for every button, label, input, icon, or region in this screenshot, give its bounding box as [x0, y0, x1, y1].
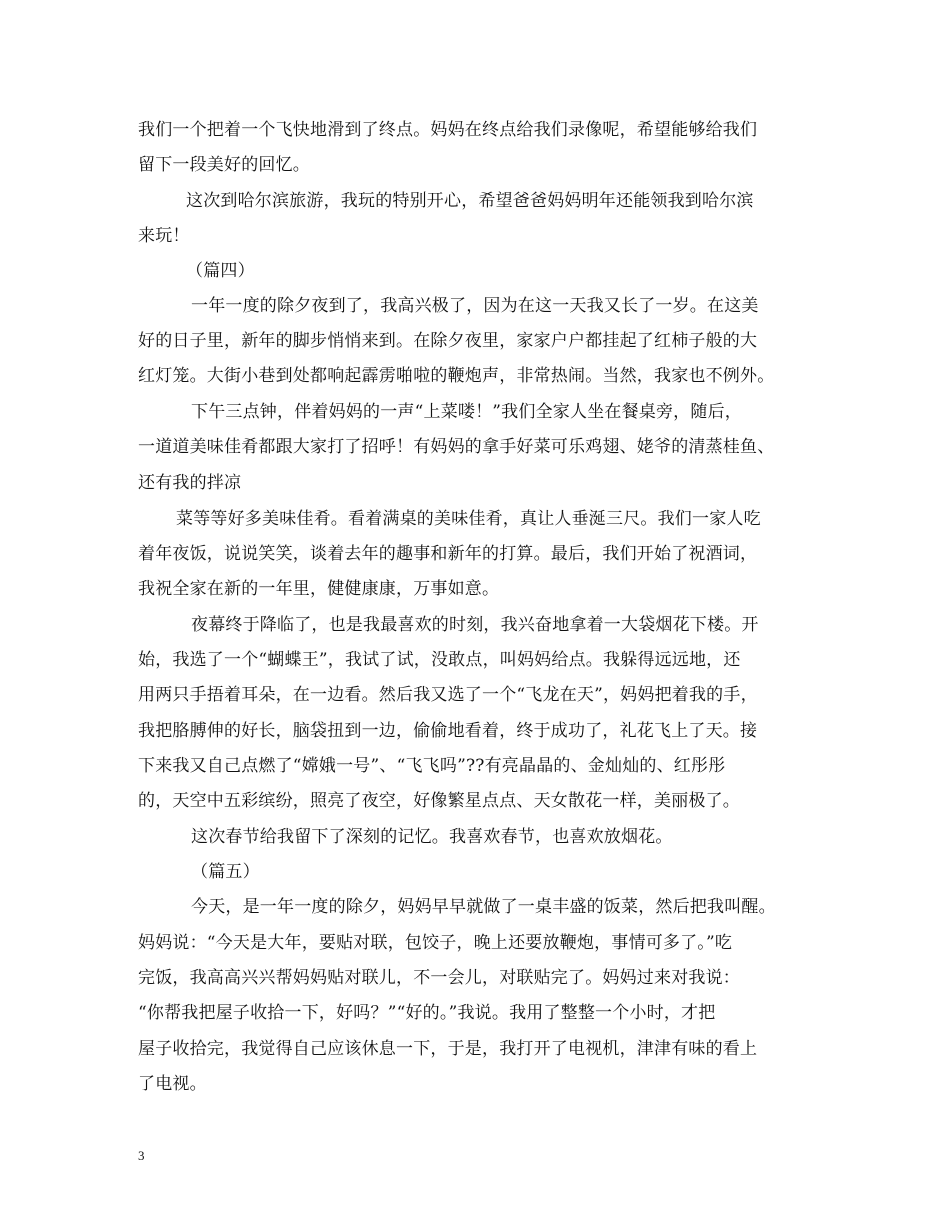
text-line: 留下一段美好的回忆。 [138, 155, 310, 175]
text-line: 妈妈说：“今天是大年，要贴对联，包饺子，晚上还要放鞭炮，事情可多了。”吃 [138, 933, 733, 953]
text-line: 好的日子里，新年的脚步悄悄来到。在除夕夜里，家家户户都挂起了红柿子般的大 [138, 331, 758, 351]
text-line: 完饭，我高高兴兴帮妈妈贴对联儿，不一会儿，对联贴完了。妈妈过来对我说： [138, 968, 740, 988]
text-line: 这次到哈尔滨旅游，我玩的特别开心，希望爸爸妈妈明年还能领我到哈尔滨 [186, 191, 754, 211]
text-line: 下午三点钟，伴着妈妈的一声“上菜喽！”我们全家人坐在餐桌旁，随后， [191, 402, 742, 422]
text-line: 一年一度的除夕夜到了，我高兴极了，因为在这一天我又长了一岁。在这美 [191, 296, 759, 316]
page-number: 3 [138, 1148, 145, 1163]
text-line: 屋子收拾完，我觉得自己应该休息一下，于是，我打开了电视机，津津有味的看上 [138, 1039, 758, 1059]
text-line: 这次春节给我留下了深刻的记忆。我喜欢春节，也喜欢放烟花。 [191, 827, 673, 847]
text-line: 我祝全家在新的一年里，健健康康，万事如意。 [138, 579, 500, 599]
text-line: 菜等等好多美味佳肴。看着满桌的美味佳肴，真让人垂涎三尺。我们一家人吃 [176, 509, 761, 529]
text-line: 始，我选了一个“蝴蝶王”，我试了试，没敢点，叫妈妈给点。我躲得远远地，还 [138, 650, 741, 670]
text-line: 一道道美味佳肴都跟大家打了招呼！有妈妈的拿手好菜可乐鸡翅、姥爷的清蒸桂鱼、 [138, 437, 775, 457]
text-line: 我把胳膊伸的好长，脑袋扭到一边，偷偷地看着，终于成功了，礼花飞上了天。接 [138, 721, 758, 741]
text-line: 夜幕终于降临了，也是我最喜欢的时刻，我兴奋地拿着一大袋烟花下楼。开 [191, 615, 759, 635]
section-heading: （篇五） [191, 862, 260, 882]
text-line: 着年夜饭，说说笑笑，谈着去年的趣事和新年的打算。最后，我们开始了祝酒词， [138, 544, 758, 564]
text-line: 我们一个把着一个飞快地滑到了终点。妈妈在终点给我们录像呢，希望能够给我们 [138, 120, 758, 140]
text-line: 还有我的拌凉 [138, 473, 242, 493]
text-line: “你帮我把屋子收拾一下，好吗？”“好的。”我说。我用了整整一个小时，才把 [138, 1003, 716, 1023]
text-line: 下来我又自己点燃了“嫦娥一号”、“飞飞吗”??有亮晶晶的、金灿灿的、红彤彤 [138, 756, 726, 776]
text-line: 来玩！ [138, 226, 190, 246]
text-line: 红灯笼。大街小巷到处都响起霹雳啪啦的鞭炮声，非常热闹。当然，我家也不例外。 [138, 366, 775, 386]
text-line: 了电视。 [138, 1074, 207, 1094]
text-line: 用两只手捂着耳朵，在一边看。然后我又选了一个“飞龙在天”，妈妈把着我的手， [138, 685, 758, 705]
section-heading: （篇四） [186, 261, 255, 281]
text-line: 今天，是一年一度的除夕，妈妈早早就做了一桌丰盛的饭菜，然后把我叫醒。 [191, 897, 776, 917]
text-line: 的，天空中五彩缤纷，照亮了夜空，好像繁星点点、天女散花一样，美丽极了。 [138, 791, 740, 811]
